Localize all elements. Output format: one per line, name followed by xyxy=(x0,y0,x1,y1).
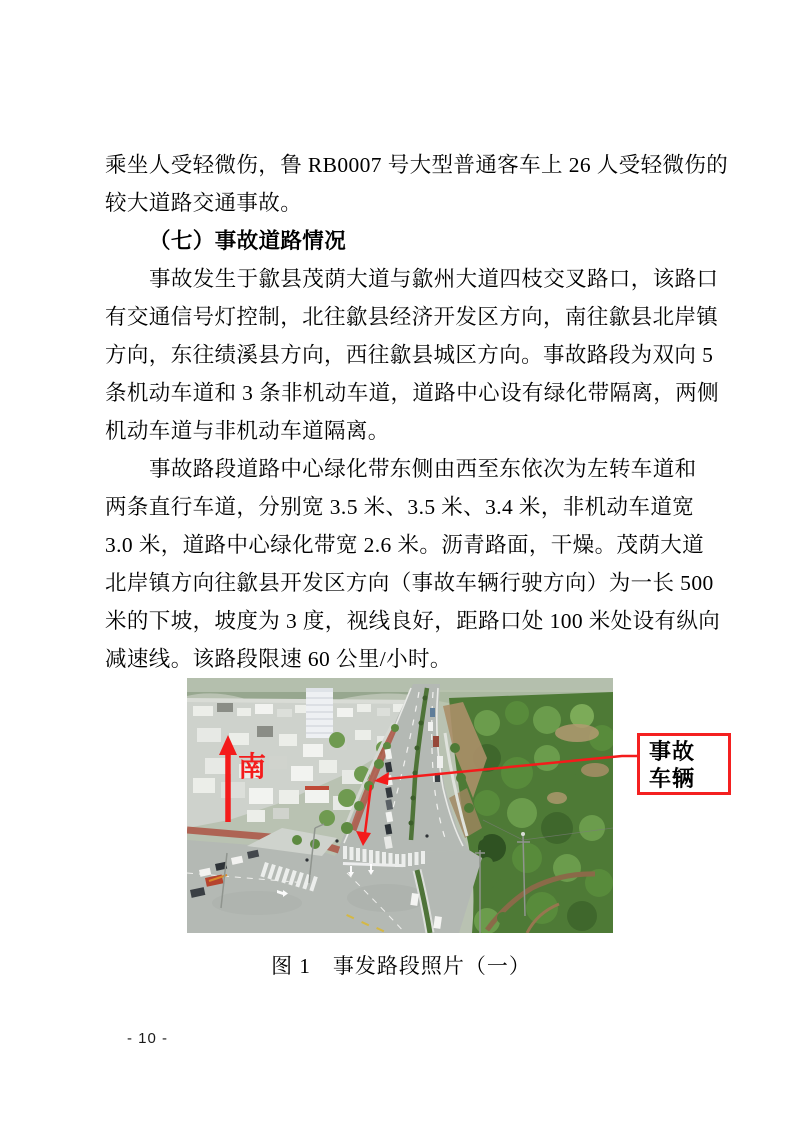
body-line: 有交通信号灯控制，北往歙县经济开发区方向，南往歙县北岸镇 xyxy=(105,305,719,329)
callout-line-1: 事故 xyxy=(649,739,696,764)
body-line: 3.0 米，道路中心绿化带宽 2.6 米。沥青路面，干燥。茂荫大道 xyxy=(105,533,705,557)
body-line: 乘坐人受轻微伤，鲁 RB0007 号大型普通客车上 26 人受轻微伤的 xyxy=(105,153,729,177)
body-line: 事故路段道路中心绿化带东侧由西至东依次为左转车道和 xyxy=(149,457,697,481)
body-line: 较大道路交通事故。 xyxy=(105,191,303,215)
section-heading: （七）事故道路情况 xyxy=(149,229,347,253)
body-line: 事故发生于歙县茂荫大道与歙州大道四枝交叉路口，该路口 xyxy=(149,267,719,291)
body-line: 方向，东往绩溪县方向，西往歙县城区方向。事故路段为双向 5 xyxy=(105,343,714,367)
south-label: 南 xyxy=(238,751,267,782)
body-text xyxy=(105,146,729,678)
body-line: 米的下坡，坡度为 3 度，视线良好，距路口处 100 米处设有纵向 xyxy=(105,609,721,633)
body-line: 北岸镇方向往歙县开发区方向（事故车辆行驶方向）为一长 500 xyxy=(105,571,714,595)
aerial-photo-scene xyxy=(187,678,613,933)
body-line: 机动车道与非机动车道隔离。 xyxy=(105,419,390,443)
body-line: 条机动车道和 3 条非机动车道，道路中心设有绿化带隔离，两侧 xyxy=(105,381,720,405)
body-line: 两条直行车道，分别宽 3.5 米、3.5 米、3.4 米，非机动车道宽 xyxy=(105,495,695,519)
figure-caption: 图 1 事发路段照片（一） xyxy=(271,954,531,978)
tall-building xyxy=(306,688,333,738)
callout-line-2: 车辆 xyxy=(649,766,696,791)
accident-site-photo xyxy=(187,678,613,933)
body-line: 减速线。该路段限速 60 公里/小时。 xyxy=(105,647,452,671)
page-number: - 10 - xyxy=(127,1030,169,1047)
accident-vehicle-callout xyxy=(637,733,731,795)
